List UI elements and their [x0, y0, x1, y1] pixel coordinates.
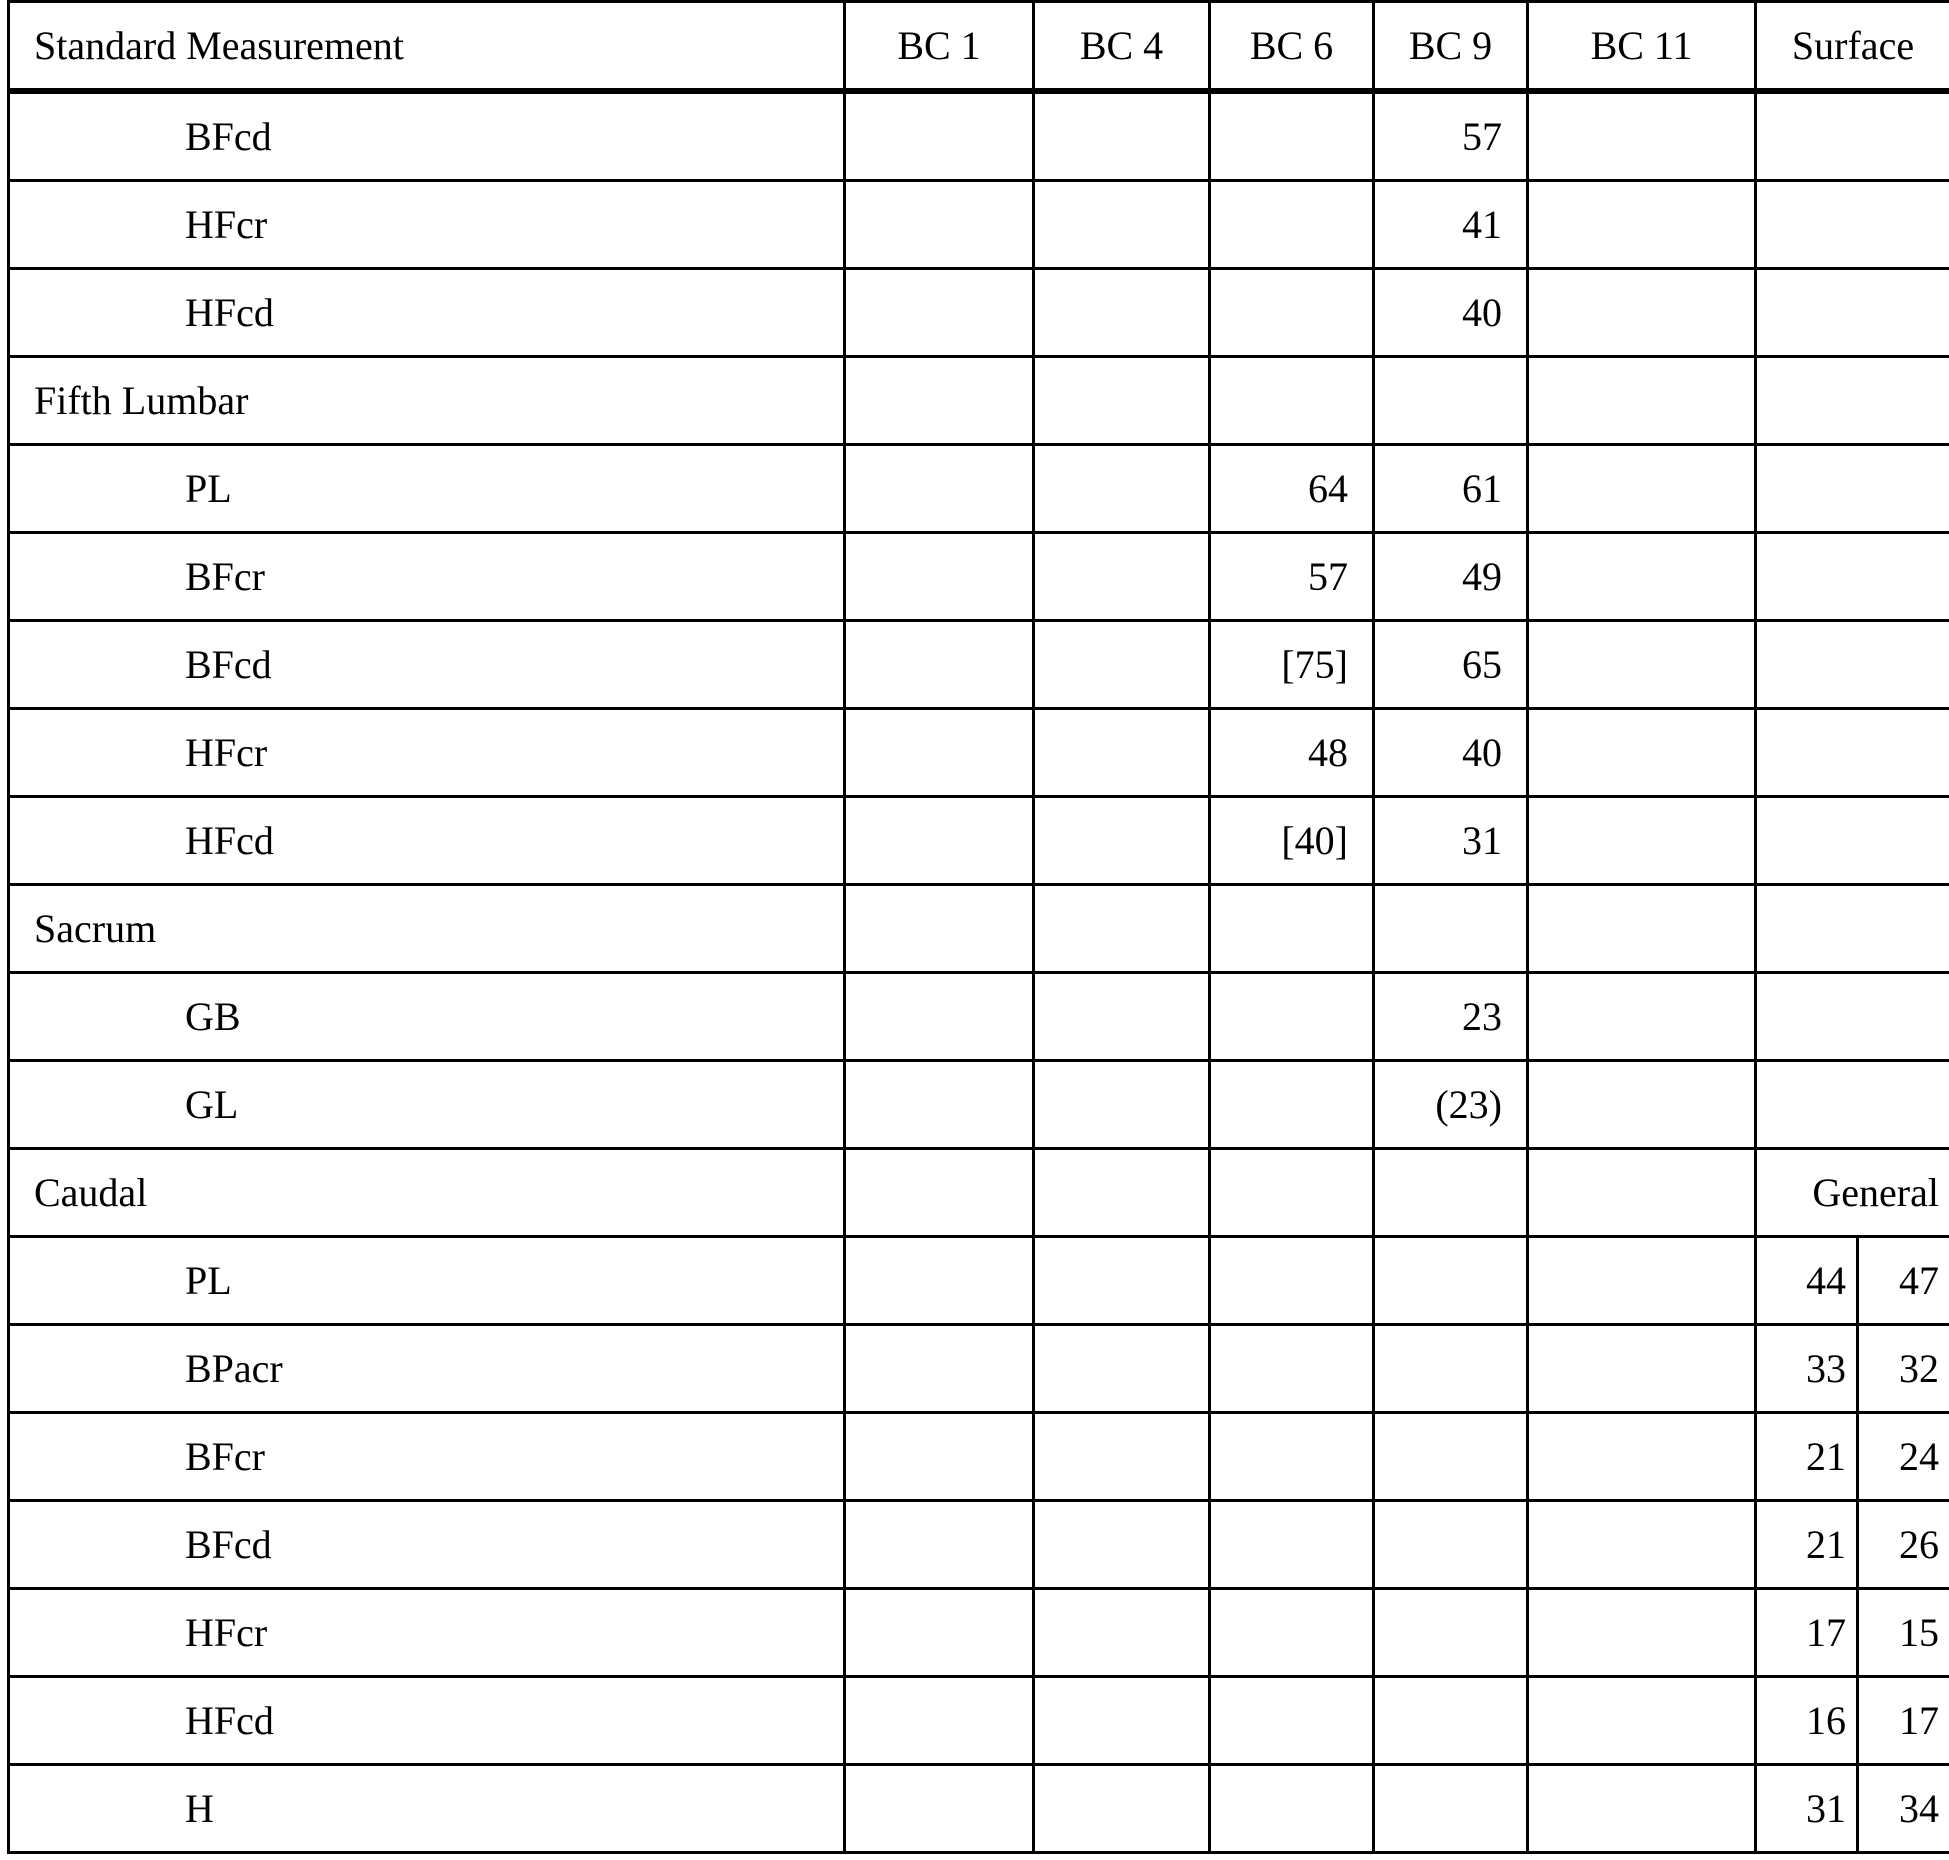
- cell-bc9: [1374, 1589, 1528, 1677]
- table-row: [9, 1413, 1949, 1501]
- header-bc6: BC 6: [1210, 2, 1374, 92]
- cell-bc1: [845, 1149, 1034, 1237]
- cell-bc4: [1034, 1677, 1210, 1765]
- cell-bc6: [1210, 1149, 1374, 1237]
- cell-bc4: [1034, 973, 1210, 1061]
- measurement-label: BPacr: [9, 1325, 845, 1413]
- table-row: [9, 797, 1949, 885]
- measurement-label: GB: [9, 973, 845, 1061]
- table-row: [9, 1237, 1949, 1325]
- cell-bc1: [845, 1677, 1034, 1765]
- measurement-table: [7, 0, 1949, 1854]
- cell-bc9: 40: [1374, 709, 1528, 797]
- measurement-label: HFcr: [9, 709, 845, 797]
- cell-bc11: [1528, 357, 1756, 445]
- cell-bc6: 64: [1210, 445, 1374, 533]
- cell-surface: [1756, 445, 1949, 533]
- cell-surface: [1756, 709, 1949, 797]
- cell-surface: [1756, 181, 1949, 269]
- measurement-label: PL: [9, 1237, 845, 1325]
- measurement-label: HFcd: [9, 269, 845, 357]
- cell-bc9: [1374, 1501, 1528, 1589]
- cell-bc1: [845, 1501, 1034, 1589]
- measurement-label: HFcd: [9, 1677, 845, 1765]
- table-row: [9, 973, 1949, 1061]
- cell-surface: [1756, 973, 1949, 1061]
- cell-bc4: [1034, 269, 1210, 357]
- table-row: [9, 621, 1949, 709]
- cell-bc1: [845, 1237, 1034, 1325]
- header-bc1: BC 1: [845, 2, 1034, 92]
- cell-bc9: 65: [1374, 621, 1528, 709]
- cell-bc9: [1374, 357, 1528, 445]
- cell-bc1: [845, 1325, 1034, 1413]
- cell-bc9: 23: [1374, 973, 1528, 1061]
- cell-bc6: [1210, 1765, 1374, 1853]
- cell-bc11: [1528, 1325, 1756, 1413]
- cell-bc9: 61: [1374, 445, 1528, 533]
- cell-bc4: [1034, 1237, 1210, 1325]
- cell-bc4: [1034, 1325, 1210, 1413]
- cell-bc6: [1210, 357, 1374, 445]
- cell-bc11: [1528, 533, 1756, 621]
- table-row: [9, 1149, 1949, 1237]
- cell-surface-s2: 26: [1858, 1501, 1949, 1589]
- cell-surface: [1756, 797, 1949, 885]
- cell-bc6: [1210, 885, 1374, 973]
- cell-bc1: [845, 885, 1034, 973]
- cell-bc4: [1034, 1589, 1210, 1677]
- cell-bc4: [1034, 621, 1210, 709]
- cell-surface: [1756, 621, 1949, 709]
- cell-bc11: [1528, 621, 1756, 709]
- cell-bc11: [1528, 91, 1756, 181]
- cell-surface: [1756, 533, 1949, 621]
- cell-bc9: (23): [1374, 1061, 1528, 1149]
- header-standard-measurement: Standard Measurement: [9, 2, 845, 92]
- header-bc11: BC 11: [1528, 2, 1756, 92]
- cell-bc11: [1528, 445, 1756, 533]
- table-row: [9, 269, 1949, 357]
- cell-surface-s2: 32: [1858, 1325, 1949, 1413]
- cell-bc1: [845, 181, 1034, 269]
- cell-bc11: [1528, 1677, 1756, 1765]
- cell-bc11: [1528, 1765, 1756, 1853]
- cell-surface: [1756, 357, 1949, 445]
- table-row: [9, 1765, 1949, 1853]
- section-label: Caudal: [9, 1149, 845, 1237]
- table-row: [9, 91, 1949, 181]
- table-row: [9, 533, 1949, 621]
- cell-bc11: [1528, 973, 1756, 1061]
- table-row: [9, 885, 1949, 973]
- cell-bc6: [1210, 973, 1374, 1061]
- header-row: [9, 2, 1949, 92]
- cell-surface-s1: 17: [1756, 1589, 1858, 1677]
- cell-bc9: 49: [1374, 533, 1528, 621]
- cell-bc4: [1034, 1061, 1210, 1149]
- cell-bc11: [1528, 1061, 1756, 1149]
- cell-bc1: [845, 445, 1034, 533]
- cell-bc1: [845, 621, 1034, 709]
- cell-bc4: [1034, 357, 1210, 445]
- cell-bc6: [1210, 91, 1374, 181]
- cell-bc4: [1034, 533, 1210, 621]
- header-surface: Surface: [1756, 2, 1949, 92]
- measurement-label: HFcr: [9, 1589, 845, 1677]
- table-row: [9, 1061, 1949, 1149]
- cell-bc4: [1034, 1501, 1210, 1589]
- cell-bc9: [1374, 1677, 1528, 1765]
- cell-bc1: [845, 1061, 1034, 1149]
- cell-bc11: [1528, 181, 1756, 269]
- cell-bc11: [1528, 885, 1756, 973]
- table-row: [9, 1325, 1949, 1413]
- cell-surface-s1: 21: [1756, 1501, 1858, 1589]
- measurement-label: PL: [9, 445, 845, 533]
- cell-surface-s2: 47: [1858, 1237, 1949, 1325]
- cell-surface-s2: 17: [1858, 1677, 1949, 1765]
- table-row: [9, 1589, 1949, 1677]
- table-body: [9, 91, 1949, 1853]
- cell-surface-s1: 16: [1756, 1677, 1858, 1765]
- measurement-label: BFcr: [9, 1413, 845, 1501]
- cell-bc9: 57: [1374, 91, 1528, 181]
- measurement-label: BFcd: [9, 1501, 845, 1589]
- measurement-label: BFcd: [9, 91, 845, 181]
- table-row: [9, 709, 1949, 797]
- cell-bc1: [845, 91, 1034, 181]
- cell-bc6: [75]: [1210, 621, 1374, 709]
- cell-bc6: 57: [1210, 533, 1374, 621]
- header-bc9: BC 9: [1374, 2, 1528, 92]
- measurement-label: BFcr: [9, 533, 845, 621]
- cell-bc11: [1528, 1149, 1756, 1237]
- table-row: [9, 357, 1949, 445]
- cell-bc4: [1034, 797, 1210, 885]
- cell-surface: [1756, 885, 1949, 973]
- cell-bc4: [1034, 1149, 1210, 1237]
- cell-surface-s1: 21: [1756, 1413, 1858, 1501]
- table-row: [9, 1677, 1949, 1765]
- section-label: Sacrum: [9, 885, 845, 973]
- cell-surface-s2: 34: [1858, 1765, 1949, 1853]
- cell-bc11: [1528, 1237, 1756, 1325]
- cell-bc4: [1034, 1413, 1210, 1501]
- cell-surface-s2: 15: [1858, 1589, 1949, 1677]
- cell-bc9: [1374, 1413, 1528, 1501]
- cell-bc9: [1374, 1765, 1528, 1853]
- cell-surface: [1756, 91, 1949, 181]
- cell-bc11: [1528, 709, 1756, 797]
- cell-bc6: [1210, 1237, 1374, 1325]
- cell-bc1: [845, 797, 1034, 885]
- cell-bc6: [40]: [1210, 797, 1374, 885]
- measurement-label: H: [9, 1765, 845, 1853]
- table-row: [9, 445, 1949, 533]
- cell-bc11: [1528, 1589, 1756, 1677]
- cell-surface: [1756, 269, 1949, 357]
- cell-bc9: [1374, 885, 1528, 973]
- cell-surface-s1: 31: [1756, 1765, 1858, 1853]
- cell-bc4: [1034, 181, 1210, 269]
- measurement-label: GL: [9, 1061, 845, 1149]
- section-label: Fifth Lumbar: [9, 357, 845, 445]
- cell-bc9: [1374, 1325, 1528, 1413]
- cell-bc1: [845, 357, 1034, 445]
- header-bc4: BC 4: [1034, 2, 1210, 92]
- cell-bc1: [845, 269, 1034, 357]
- cell-bc6: 48: [1210, 709, 1374, 797]
- cell-surface-s1: 33: [1756, 1325, 1858, 1413]
- cell-bc6: [1210, 269, 1374, 357]
- cell-surface: [1756, 1061, 1949, 1149]
- cell-bc4: [1034, 445, 1210, 533]
- cell-bc9: 31: [1374, 797, 1528, 885]
- table-row: [9, 1501, 1949, 1589]
- cell-bc11: [1528, 1501, 1756, 1589]
- cell-bc6: [1210, 1325, 1374, 1413]
- cell-bc9: [1374, 1237, 1528, 1325]
- cell-bc9: 40: [1374, 269, 1528, 357]
- cell-bc9: [1374, 1149, 1528, 1237]
- cell-bc11: [1528, 797, 1756, 885]
- cell-bc6: [1210, 1589, 1374, 1677]
- measurement-label: HFcr: [9, 181, 845, 269]
- cell-bc6: [1210, 1061, 1374, 1149]
- cell-bc9: 41: [1374, 181, 1528, 269]
- cell-bc1: [845, 709, 1034, 797]
- cell-surface-s1: 44: [1756, 1237, 1858, 1325]
- cell-bc1: [845, 1413, 1034, 1501]
- cell-bc6: [1210, 1677, 1374, 1765]
- cell-bc6: [1210, 1413, 1374, 1501]
- cell-bc1: [845, 1765, 1034, 1853]
- cell-bc1: [845, 973, 1034, 1061]
- table-row: [9, 181, 1949, 269]
- cell-bc4: [1034, 91, 1210, 181]
- cell-bc6: [1210, 1501, 1374, 1589]
- measurement-label: HFcd: [9, 797, 845, 885]
- cell-surface: General: [1756, 1149, 1949, 1237]
- cell-bc4: [1034, 1765, 1210, 1853]
- cell-bc11: [1528, 269, 1756, 357]
- cell-bc4: [1034, 885, 1210, 973]
- cell-bc6: [1210, 181, 1374, 269]
- cell-bc1: [845, 1589, 1034, 1677]
- cell-surface-s2: 24: [1858, 1413, 1949, 1501]
- cell-bc1: [845, 533, 1034, 621]
- measurement-label: BFcd: [9, 621, 845, 709]
- cell-bc4: [1034, 709, 1210, 797]
- cell-bc11: [1528, 1413, 1756, 1501]
